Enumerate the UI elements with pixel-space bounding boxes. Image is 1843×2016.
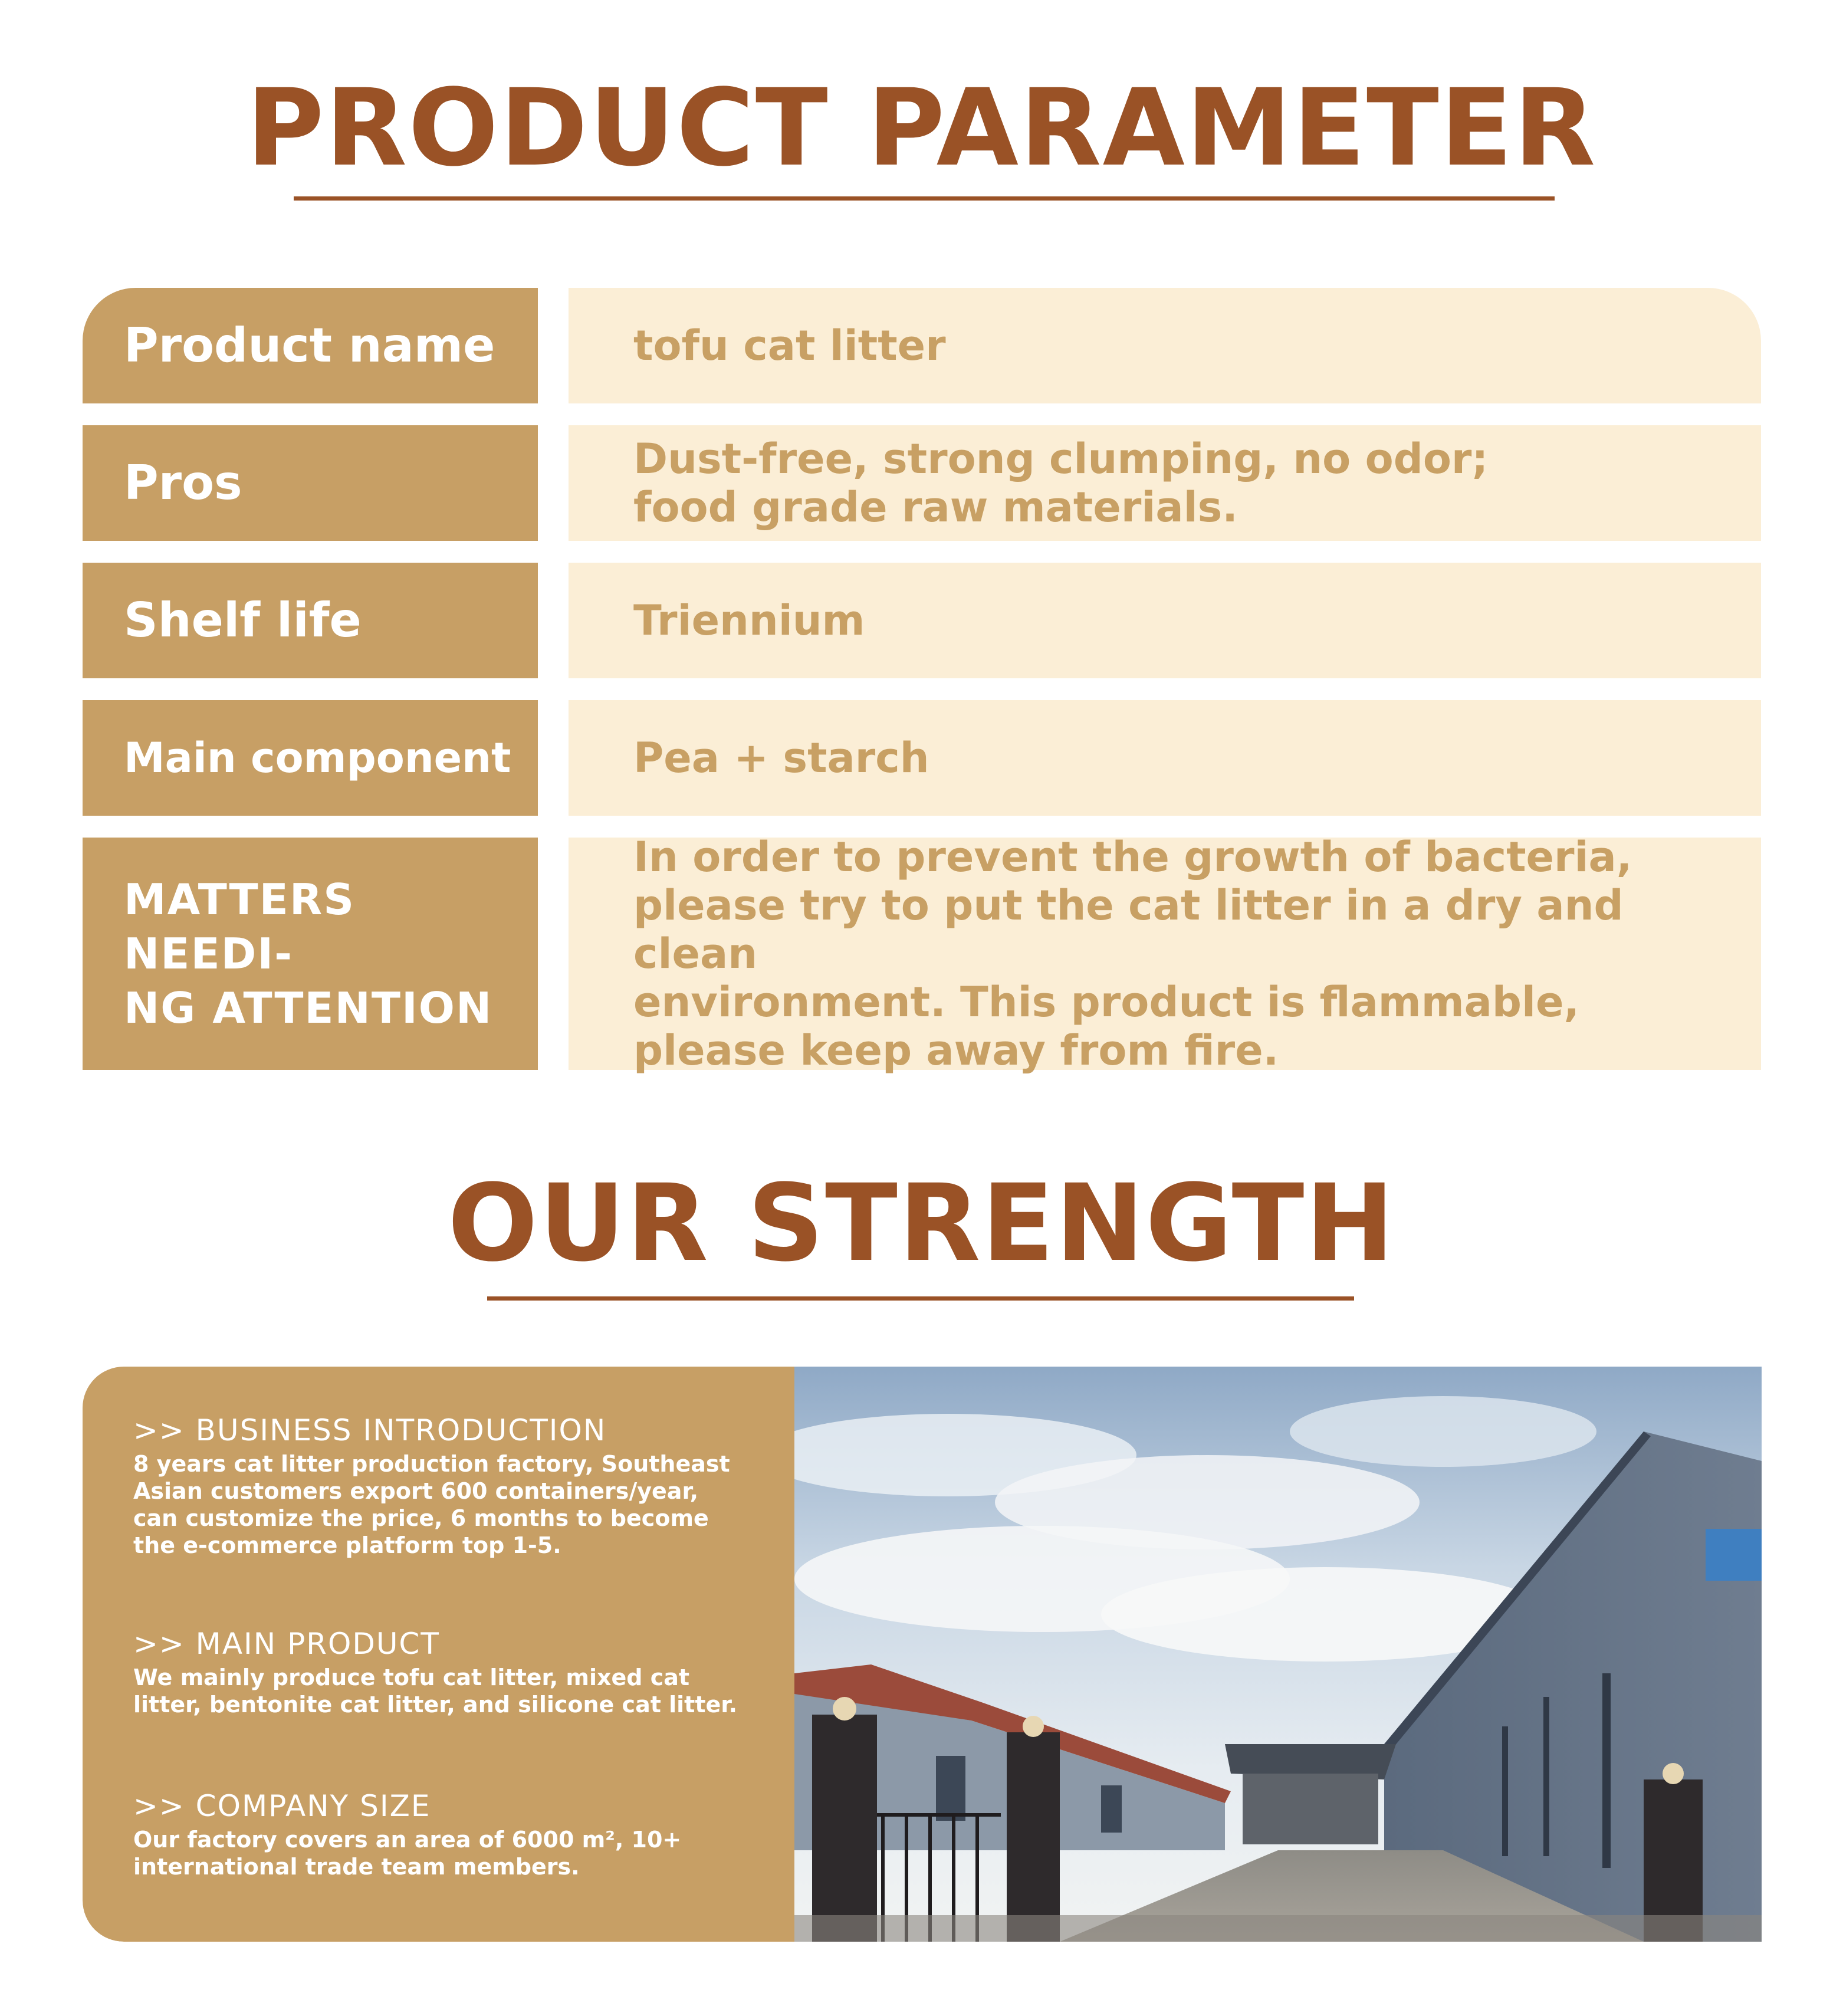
param-label-text: Pros <box>124 455 242 510</box>
param-label-text: MATTERS NEEDI- NG ATTENTION <box>124 875 493 1033</box>
param-value-product-name <box>569 288 1761 403</box>
section-title: >> BUSINESS INTRODUCTION <box>133 1413 607 1447</box>
section-body: 8 years cat litter production factory, Southeast Asian customers export 600 containers/year, can customize the price, 6 months to become the e-commerce platform top 1-5. <box>133 1451 730 1558</box>
company-size-section <box>133 1788 681 1880</box>
param-value-shelf-life <box>569 563 1761 678</box>
param-label-shelf-life <box>83 563 538 678</box>
main-product-section <box>133 1626 737 1718</box>
business-introduction-section <box>133 1413 730 1559</box>
param-label-main-component <box>83 700 538 816</box>
param-value-text: Dust-free, strong clumping, no odor; food grade raw materials. <box>633 435 1489 531</box>
param-label-product-name <box>83 288 538 403</box>
param-label-text: Product name <box>124 318 495 373</box>
heading-underline <box>294 196 1555 201</box>
our-strength-heading: OUR STRENGTH <box>447 1162 1396 1285</box>
section-title: >> COMPANY SIZE <box>133 1789 431 1823</box>
param-label-text: Shelf life <box>124 593 362 648</box>
product-parameter-heading: PRODUCT PARAMETER <box>246 67 1597 190</box>
strength-panel <box>83 1367 1762 1942</box>
param-label-attention <box>83 838 538 1070</box>
param-label-text: Main component <box>124 734 511 782</box>
param-value-attention <box>569 833 1761 1075</box>
heading-underline <box>487 1296 1354 1301</box>
param-value-text: tofu cat litter <box>633 321 946 370</box>
factory-photo <box>794 1367 1762 1942</box>
section-title: >> MAIN PRODUCT <box>133 1627 440 1661</box>
section-body: We mainly produce tofu cat litter, mixed cat litter, bentonite cat litter, and silicone cat litter. <box>133 1664 738 1718</box>
param-value-text: Triennium <box>633 596 865 645</box>
param-value-pros <box>569 425 1761 541</box>
param-label-pros <box>83 425 538 541</box>
param-value-main-component <box>569 700 1761 816</box>
param-value-text: In order to prevent the growth of bacteria, please try to put the cat litter in a dry and clean environment. This product is flammable, please keep away from fire. <box>633 833 1632 1075</box>
strength-text-panel <box>83 1367 794 1942</box>
section-body: Our factory covers an area of 6000 m², 10+ international trade team members. <box>133 1827 682 1880</box>
param-value-text: Pea + starch <box>633 734 929 782</box>
